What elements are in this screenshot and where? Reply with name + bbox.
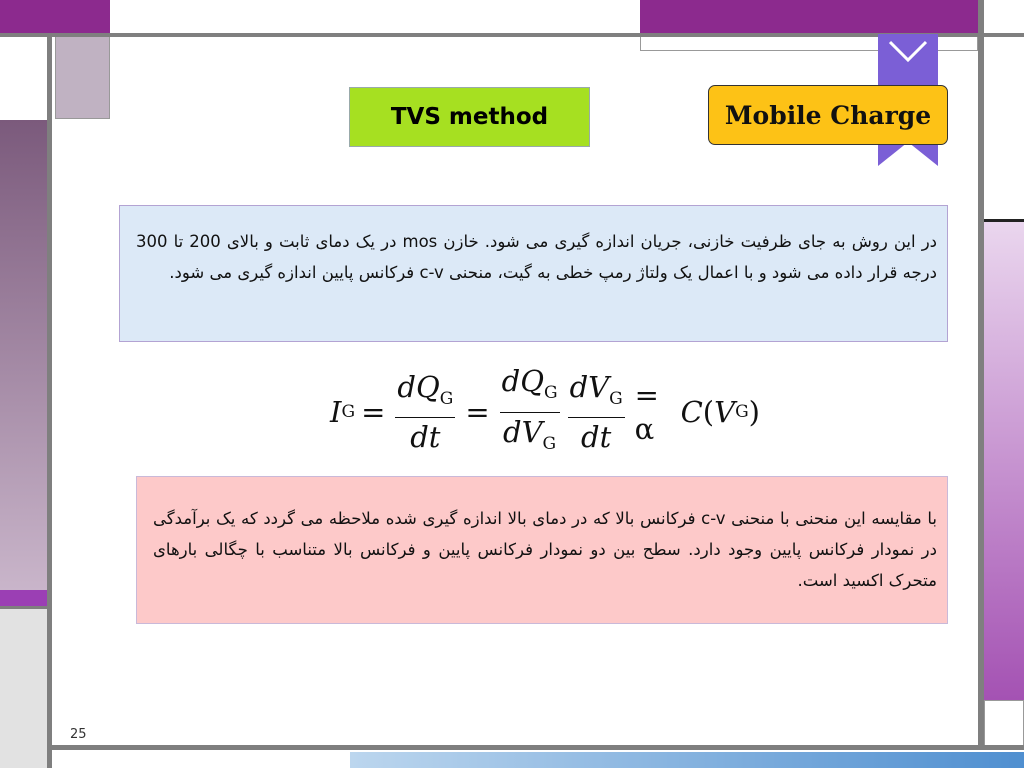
fraction-dQ-dt: $\frac{dQ_G}{dt}$ <box>397 369 454 455</box>
formula-C: C <box>680 395 703 429</box>
formula-equals: = <box>465 395 490 429</box>
comparison-text: با مقایسه این منحنی با منحنی c-v فرکانس بالا که در دمای بالا اندازه گیری شده ملاحظه می گردد که یک برآمدگی در نمودار فرکانس پایین وجود دارد. سطح بین دو نمودار فرکانس پایین و فرکانس بالا متناسب با چگالی بارهای متحرک اکسید است. <box>153 509 938 590</box>
right-bottom-outline <box>984 700 1024 750</box>
formula-I: I <box>330 395 342 429</box>
mobile-charge-label: Mobile Charge <box>708 85 948 145</box>
bottom-gray-line <box>52 745 1024 750</box>
top-right-purple-bar <box>640 0 978 33</box>
description-text: در این روش به جای ظرفیت خازنی، جریان اندازه گیری می شود. خازن mos در یک دمای ثابت و بالای 200 تا 300 درجه قرار داده می شود و با اعمال یک ولتاژ رمپ خطی به گیت، منحنی c-v فرکانس پایین اندازه گیری می شود. <box>136 232 938 282</box>
right-gradient-column <box>984 222 1024 700</box>
formula-sub: G <box>341 402 356 422</box>
formula-close-paren: ) <box>748 395 760 429</box>
left-purple-accent <box>0 590 47 606</box>
formula-equals: = <box>361 395 386 429</box>
top-left-purple-bar <box>0 0 110 33</box>
left-bottom-block <box>0 609 47 768</box>
left-gradient-column <box>0 120 47 590</box>
formula-open-paren: ( <box>702 395 715 429</box>
page-number: 25 <box>70 727 87 742</box>
fraction-dV-dt: $\frac{dV_G}{dt}$ <box>569 369 623 455</box>
description-box <box>119 205 948 342</box>
formula-sub: G <box>735 402 749 422</box>
tvs-method-label: TVS method <box>349 87 590 147</box>
bottom-blue-bar <box>350 752 1024 768</box>
fraction-dQ-dV: $\frac{dQ_G}{dV_G}$ <box>501 363 558 454</box>
comparison-box <box>136 476 948 624</box>
current-formula <box>330 363 760 455</box>
formula-V: V <box>714 395 736 429</box>
formula-proportional: = α <box>634 378 659 446</box>
top-left-mauve-block <box>55 33 110 119</box>
left-gray-line-v <box>47 37 52 768</box>
